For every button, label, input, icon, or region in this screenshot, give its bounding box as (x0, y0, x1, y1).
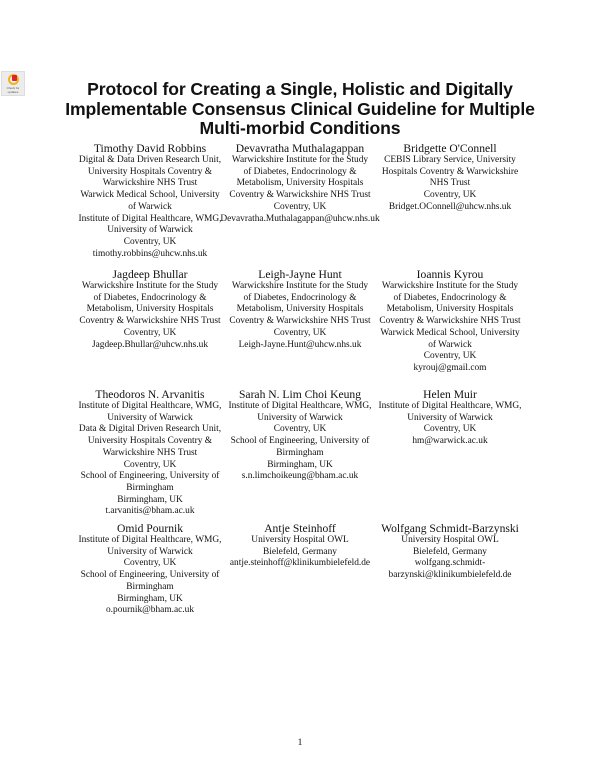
page-number: 1 (297, 738, 303, 748)
author-name: Sarah N. Lim Choi Keung (238, 388, 362, 401)
author-affiliation: School of Engineering, University of (80, 570, 220, 581)
author-block (215, 522, 385, 570)
author-affiliation: of Warwick (428, 339, 472, 350)
author-affiliation: Birmingham (126, 581, 174, 592)
author-affiliation: Coventry, UK (123, 327, 177, 338)
author-affiliation: Warwickshire Institute for the Study (81, 281, 219, 291)
author-affiliation: of Warwick (128, 201, 172, 212)
bookmark-icon (8, 74, 19, 85)
author-name: Theodoros N. Arvanitis (95, 388, 205, 401)
check-for-updates-badge[interactable] (1, 71, 25, 96)
author-email[interactable]: Bridget.OConnell@uhcw.nhs.uk (388, 201, 512, 212)
author-affiliation: Institute of Digital Healthcare, WMG, (378, 401, 522, 411)
author-affiliation: Coventry, UK (273, 201, 327, 212)
author-affiliation: Birmingham, UK (267, 459, 333, 470)
author-name: Helen Muir (423, 388, 477, 401)
author-affiliation: Coventry, UK (273, 424, 327, 435)
author-affiliation: of Diabetes, Endocrinology & (93, 292, 207, 303)
author-affiliation: Coventry, UK (423, 190, 477, 201)
author-block (365, 142, 535, 214)
author-affiliation: School of Engineering, University of (80, 471, 220, 482)
author-affiliation: Warwick Medical School, University (80, 190, 220, 201)
author-name: Bridgette O'Connell (403, 142, 497, 155)
author-affiliation: Metabolism, University Hospitals (236, 304, 364, 315)
author-affiliation: Hospitals Coventry & Warwickshire (381, 166, 519, 177)
author-email[interactable]: t.arvanitis@bham.ac.uk (105, 506, 195, 517)
author-affiliation: Coventry & Warwickshire NHS Trust (379, 316, 521, 327)
author-affiliation: School of Engineering, University of (230, 436, 370, 447)
author-name: Devavratha Muthalagappan (235, 142, 365, 155)
author-email[interactable]: timothy.robbins@uhcw.nhs.uk (92, 248, 208, 259)
author-email[interactable]: Leigh-Jayne.Hunt@uhcw.nhs.uk (238, 339, 362, 350)
author-name: Timothy David Robbins (93, 142, 207, 155)
author-affiliation: Coventry & Warwickshire NHS Trust (79, 316, 221, 327)
author-affiliation: Warwickshire Institute for the Study (231, 155, 369, 165)
author-affiliation: University Hospital OWL (401, 535, 499, 545)
author-block (215, 142, 385, 225)
author-affiliation: Coventry, UK (123, 459, 177, 470)
author-affiliation: Institute of Digital Healthcare, WMG, (228, 401, 372, 411)
author-name: Ioannis Kyrou (416, 268, 484, 281)
author-affiliation: Warwickshire Institute for the Study (381, 281, 519, 291)
author-block (65, 142, 235, 260)
author-email[interactable]: hm@warwick.ac.uk (412, 436, 488, 447)
author-name: Leigh-Jayne Hunt (258, 268, 342, 281)
author-affiliation: Warwickshire NHS Trust (102, 447, 198, 458)
author-affiliation: Warwickshire NHS Trust (102, 178, 198, 189)
author-affiliation: of Diabetes, Endocrinology & (393, 292, 507, 303)
author-email[interactable]: antje.steinhoff@klinikumbielefeld.de (229, 558, 371, 569)
author-affiliation: of Diabetes, Endocrinology & (243, 166, 357, 177)
author-email[interactable]: Devavratha.Muthalagappan@uhcw.nhs.uk (220, 213, 380, 224)
author-email[interactable]: kyrouj@gmail.com (413, 362, 487, 373)
author-affiliation: Birmingham, UK (117, 494, 183, 505)
author-affiliation: Coventry, UK (123, 236, 177, 247)
author-email[interactable]: o.pournik@bham.ac.uk (105, 605, 195, 616)
author-affiliation: Institute of Digital Healthcare, WMG, (78, 535, 222, 545)
paper-title: Protocol for Creating a Single, Holistic and Digitally Implementable Consensus Clinical Guideline for Multiple Multi-morbid Conditions (65, 79, 535, 138)
author-block (365, 388, 535, 448)
author-affiliation: Metabolism, University Hospitals (86, 304, 214, 315)
author-affiliation: Warwickshire Institute for the Study (231, 281, 369, 291)
author-affiliation: University Hospitals Coventry & (87, 436, 213, 447)
author-affiliation: Warwick Medical School, University (380, 327, 520, 338)
author-block (215, 388, 385, 483)
badge-label: Check for updates (6, 86, 20, 94)
author-email[interactable]: barzynski@klinikumbielefeld.de (388, 570, 512, 581)
author-name: Jagdeep Bhullar (112, 268, 188, 281)
author-affiliation: University Hospital OWL (251, 535, 349, 545)
author-name: Antje Steinhoff (264, 522, 336, 535)
author-block (65, 388, 235, 518)
author-affiliation: CEBIS Library Service, University (384, 155, 516, 165)
author-affiliation: Coventry, UK (423, 424, 477, 435)
author-affiliation: University of Warwick (257, 412, 343, 423)
author-name: Wolfgang Schmidt-Barzynski (381, 522, 519, 535)
author-affiliation: Bielefeld, Germany (413, 546, 487, 557)
author-affiliation: Coventry, UK (423, 351, 477, 362)
author-block (365, 268, 535, 375)
author-affiliation: Metabolism, University Hospitals (386, 304, 514, 315)
author-block (215, 268, 385, 351)
author-affiliation: Digital & Data Driven Research Unit, (78, 155, 222, 165)
author-name: Omid Pournik (116, 522, 184, 535)
author-email[interactable]: Jagdeep.Bhullar@uhcw.nhs.uk (91, 339, 209, 350)
author-affiliation: Coventry & Warwickshire NHS Trust (229, 316, 371, 327)
author-email[interactable]: s.n.limchoikeung@bham.ac.uk (241, 471, 359, 482)
author-affiliation: University of Warwick (107, 546, 193, 557)
author-affiliation: of Diabetes, Endocrinology & (243, 292, 357, 303)
author-affiliation: University of Warwick (107, 225, 193, 236)
author-affiliation: Birmingham (126, 482, 174, 493)
author-affiliation: Coventry & Warwickshire NHS Trust (229, 190, 371, 201)
author-affiliation: Coventry, UK (123, 558, 177, 569)
author-block (65, 522, 235, 617)
author-affiliation: Data & Digital Driven Research Unit, (78, 424, 222, 435)
author-affiliation: Institute of Digital Healthcare, WMG, (78, 401, 222, 411)
author-block (365, 522, 535, 582)
author-affiliation: Bielefeld, Germany (263, 546, 337, 557)
author-affiliation: University of Warwick (407, 412, 493, 423)
author-affiliation: Birmingham (276, 447, 324, 458)
author-affiliation: NHS Trust (429, 178, 471, 189)
author-affiliation: Coventry, UK (273, 327, 327, 338)
author-affiliation: Birmingham, UK (117, 593, 183, 604)
author-affiliation: Metabolism, University Hospitals (236, 178, 364, 189)
author-affiliation: University of Warwick (107, 412, 193, 423)
author-email[interactable]: wolfgang.schmidt- (414, 558, 486, 569)
author-block (65, 268, 235, 351)
author-affiliation: University Hospitals Coventry & (87, 166, 213, 177)
author-affiliation: Institute of Digital Healthcare, WMG, (78, 213, 222, 224)
